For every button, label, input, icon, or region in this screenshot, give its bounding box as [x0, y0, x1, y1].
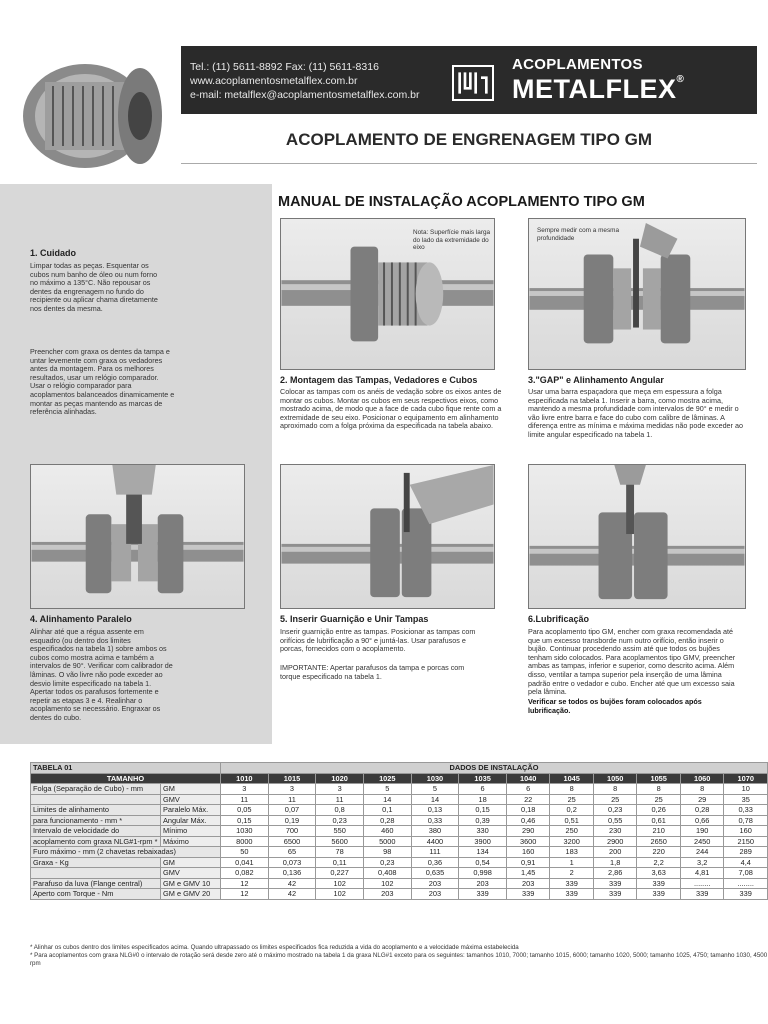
- table-cell: 10: [724, 784, 768, 795]
- row-label: acoplamento com graxa NLG#1-rpm *: [31, 836, 161, 847]
- table-cell: 0,55: [593, 815, 637, 826]
- table-cell: 0,51: [550, 815, 594, 826]
- row-label: Folga (Separação de Cubo) - mm: [31, 784, 161, 795]
- table-cell: 339: [680, 889, 724, 900]
- table-cell: 203: [411, 878, 459, 889]
- table-cell: 0,05: [221, 805, 269, 816]
- row-sublabel: Angular Máx.: [161, 815, 221, 826]
- website-link[interactable]: www.acoplamentosmetalflex.com.br: [190, 75, 358, 87]
- table-cell: 42: [268, 889, 316, 900]
- size-header: 1060: [680, 773, 724, 784]
- row-sublabel: GM e GMV 20: [161, 889, 221, 900]
- size-header: 1055: [637, 773, 681, 784]
- table-cell: 203: [363, 889, 411, 900]
- table-cell: 2650: [637, 836, 681, 847]
- table-cell: 190: [680, 826, 724, 837]
- table-cell: 0,18: [506, 805, 550, 816]
- table-cell: 339: [459, 889, 507, 900]
- table-cell: 11: [221, 794, 269, 805]
- table-cell: 18: [459, 794, 507, 805]
- table-cell: 203: [459, 878, 507, 889]
- registered-mark: ®: [676, 74, 685, 85]
- table-row: [31, 815, 768, 826]
- measure-note: Sempre medir com a mesma profundidade: [537, 227, 620, 242]
- step2-text: Colocar as tampas com os anéis de vedação sobre os eixos antes de montar os cubos. Montar os cubos em seus respectivos eixos, como mostrado acima, de modo que a face de cada cubo fique rente com a extremidade de seu eixo. Posicionar o equipamento em alinhamento aproximado com a folga próxima da especificada na tabela abaixo.: [280, 387, 502, 431]
- table-row: [31, 826, 768, 837]
- table-cell: 380: [411, 826, 459, 837]
- table-cell: 2: [550, 868, 594, 879]
- table-cell: 2900: [593, 836, 637, 847]
- step6-title: 6.Lubrificação: [528, 614, 590, 624]
- table-cell: 0,33: [724, 805, 768, 816]
- table-cell: 1: [550, 857, 594, 868]
- table-cell: 0,11: [316, 857, 364, 868]
- step1-text: Limpar todas as peças. Esquentar os cubos num banho de óleo ou num forno no máximo a 135°C. Não repousar os dentes da engrenagem no fundo do recipiente ou aplicar chama diretamente nos dentes da mesma.: [30, 261, 158, 313]
- table-cell: 4400: [411, 836, 459, 847]
- table-cell: 0,07: [268, 805, 316, 816]
- row-label: Graxa - Kg: [31, 857, 161, 868]
- table-cell: 4,81: [680, 868, 724, 879]
- row-label: [31, 794, 161, 805]
- size-label: TAMANHO: [31, 773, 221, 784]
- table-cell: 0,1: [363, 805, 411, 816]
- table-cell: 22: [506, 794, 550, 805]
- table-body: [31, 763, 768, 900]
- step6-photo: [528, 464, 746, 609]
- table-size-row: [31, 773, 768, 784]
- step2-photo: [280, 218, 495, 370]
- table-cell: 8: [593, 784, 637, 795]
- brand-tagline: ACOPLAMENTOS: [512, 56, 643, 73]
- size-header: 1045: [550, 773, 594, 784]
- row-label: Limites de alinhamento: [31, 805, 161, 816]
- step4-text: Alinhar até que a régua assente em esquadro (ou dentro dos limites especificados na tabela 1) sobre ambos os cubos como mostra acima e também a intervalos de 90°. Verificar com calibrador de lâminas. O vão livre não pode exceder ao desvio limite especificado na tabela 1. Apertar todos os parafusos fortemente e repetir as etapas 3 e 4. Realinhar o acoplamento se necessário. Engraxar os dentes do cubo.: [30, 627, 173, 722]
- size-header: 1015: [268, 773, 316, 784]
- table-cell: 0,635: [411, 868, 459, 879]
- step6-emphasis: Verificar se todos os bujões foram colocados após lubrificação.: [528, 697, 702, 715]
- table-cell: 0,46: [506, 815, 550, 826]
- row-sublabel: Máximo: [161, 836, 221, 847]
- step3-title: 3."GAP" e Alinhamento Angular: [528, 375, 664, 385]
- table-cell: 11: [268, 794, 316, 805]
- table-cell: 6500: [268, 836, 316, 847]
- installation-table: [30, 754, 768, 1024]
- table-cell: 11: [316, 794, 364, 805]
- table-cell: 35: [724, 794, 768, 805]
- table-cell: 8: [680, 784, 724, 795]
- table-cell: 3900: [459, 836, 507, 847]
- metalflex-logo-icon: [452, 65, 494, 101]
- step5-text: Inserir guarnição entre as tampas. Posicionar as tampas com orifícios de lubrificação a 90° e juntá-las. Usar parafusos e porcas, fornecidos com o acoplamento.: [280, 627, 476, 654]
- table-cell: 102: [316, 878, 364, 889]
- table-cell: 183: [550, 847, 594, 858]
- coupling-photo: [5, 46, 181, 181]
- table-cell: 4,4: [724, 857, 768, 868]
- table-cell: 0,8: [316, 805, 364, 816]
- table-cell: 0,15: [459, 805, 507, 816]
- table-cell: 8: [550, 784, 594, 795]
- size-header: 1050: [593, 773, 637, 784]
- table-cell: 12: [221, 878, 269, 889]
- size-header: 1040: [506, 773, 550, 784]
- table-cell: 210: [637, 826, 681, 837]
- table-cell: 3,2: [680, 857, 724, 868]
- table-cell: 0,28: [363, 815, 411, 826]
- row-label: Furo máximo - mm (2 chavetas rebaixadas): [31, 847, 221, 858]
- table-cell: 0,227: [316, 868, 364, 879]
- table-cell: 25: [593, 794, 637, 805]
- table-cell: 0,23: [593, 805, 637, 816]
- table-cell: 339: [724, 889, 768, 900]
- size-header: 1030: [411, 773, 459, 784]
- table-cell: 2,2: [637, 857, 681, 868]
- table-cell: 14: [363, 794, 411, 805]
- table-cell: 14: [411, 794, 459, 805]
- table-cell: 98: [363, 847, 411, 858]
- table-cell: 0,136: [268, 868, 316, 879]
- step1-title: 1. Cuidado: [30, 248, 77, 258]
- table-cell: 0,23: [363, 857, 411, 868]
- row-sublabel: Paralelo Máx.: [161, 805, 221, 816]
- table-row: [31, 836, 768, 847]
- table-cell: 203: [506, 878, 550, 889]
- table-row: [31, 784, 768, 795]
- product-title: ACOPLAMENTO DE ENGRENAGEM TIPO GM: [181, 116, 757, 164]
- row-label: Intervalo de velocidade do: [31, 826, 161, 837]
- table-cell: 3600: [506, 836, 550, 847]
- table-cell: 29: [680, 794, 724, 805]
- table-cell: 339: [550, 878, 594, 889]
- table-cell: 0,26: [637, 805, 681, 816]
- table-cell: 25: [550, 794, 594, 805]
- table-cell: 5000: [363, 836, 411, 847]
- table-cell: 203: [411, 889, 459, 900]
- table-cell: 0,073: [268, 857, 316, 868]
- size-header: 1025: [363, 773, 411, 784]
- table-cell: 460: [363, 826, 411, 837]
- row-sublabel: GM e GMV 10: [161, 878, 221, 889]
- table-cell: 0,15: [221, 815, 269, 826]
- table-cell: 2,86: [593, 868, 637, 879]
- step4-photo: [30, 464, 245, 609]
- table-cell: 25: [637, 794, 681, 805]
- table-cell: 0,19: [268, 815, 316, 826]
- table-footnotes: [30, 944, 768, 968]
- table-cell: 12: [221, 889, 269, 900]
- table-cell: 230: [593, 826, 637, 837]
- table-cell: ........: [724, 878, 768, 889]
- brand-name: [512, 74, 684, 105]
- table-section-title: DADOS DE INSTALAÇÃO: [221, 763, 768, 774]
- footnote-2: * Para acoplamentos com graxa NLG#0 o intervalo de rotação será desde zero até o máximo mostrado na tabela 1 da graxa NLG#1 exceto para os seguintes: tamanhos 1010, 7000; tamanho 1015, 6000; tamanho 1020, 5000; tamanho 1025, 4750; tamanho 1030, 4500 rpm: [30, 952, 768, 967]
- table-cell: 160: [724, 826, 768, 837]
- row-sublabel: GMV: [161, 794, 221, 805]
- table-row: [31, 857, 768, 868]
- table-cell: 134: [459, 847, 507, 858]
- table-cell: 0,041: [221, 857, 269, 868]
- manual-title: MANUAL DE INSTALAÇÃO ACOPLAMENTO TIPO GM: [278, 194, 645, 210]
- table-cell: 42: [268, 878, 316, 889]
- table-cell: 5600: [316, 836, 364, 847]
- table-cell: 160: [506, 847, 550, 858]
- table-cell: 3200: [550, 836, 594, 847]
- step5-title: 5. Inserir Guarnição e Unir Tampas: [280, 614, 429, 624]
- row-sublabel: GM: [161, 857, 221, 868]
- table-cell: 0,2: [550, 805, 594, 816]
- table-cell: 0,23: [316, 815, 364, 826]
- step1-text2: Preencher com graxa os dentes da tampa e untar levemente com graxa os vedadores antes da montagem. Para os melhores resultados, usar um relógio comparador. Usar o relógio comparador para acoplamentos balanceados dinamicamente e montar as peças mantendo as marcas de referência alinhadas.: [30, 347, 175, 417]
- step3-text: Usar uma barra espaçadora que meça em espessura a folga especificada na tabela 1. Inserir a barra, como mostra acima, mantendo a mesma profundidade com intervalos de 90° e medir o vão livre entre barra e face do cubo com calibre de lâminas. A diferença entre as mínima e máxima medidas não pode exceder ao limite angular especificado na tabela 1.: [528, 387, 743, 439]
- row-label: Aperto com Torque - Nm: [31, 889, 161, 900]
- table-row: [31, 794, 768, 805]
- table-cell: 0,082: [221, 868, 269, 879]
- table-cell: 1030: [221, 826, 269, 837]
- table-cell: 2450: [680, 836, 724, 847]
- table-cell: 339: [637, 889, 681, 900]
- table-cell: 5: [363, 784, 411, 795]
- table-cell: 8: [637, 784, 681, 795]
- table-cell: 200: [593, 847, 637, 858]
- table-cell: 0,78: [724, 815, 768, 826]
- table-cell: 8000: [221, 836, 269, 847]
- table-cell: 1,45: [506, 868, 550, 879]
- table-cell: 339: [593, 878, 637, 889]
- table-cell: 102: [316, 889, 364, 900]
- table-cell: 339: [637, 878, 681, 889]
- phone-line: Tel.: (11) 5611-8892 Fax: (11) 5611-8316: [190, 61, 379, 73]
- table-title-row: [31, 763, 768, 774]
- table-cell: 3: [221, 784, 269, 795]
- table-cell: 0,54: [459, 857, 507, 868]
- table-cell: 330: [459, 826, 507, 837]
- contact-block: [190, 60, 420, 102]
- row-sublabel: GMV: [161, 868, 221, 879]
- table-cell: 289: [724, 847, 768, 858]
- row-label: [31, 868, 161, 879]
- email-link[interactable]: e-mail: metalflex@acoplamentosmetalflex.com.br: [190, 89, 420, 101]
- table-title: TABELA 01: [31, 763, 221, 774]
- table-row: [31, 889, 768, 900]
- table-cell: 0,91: [506, 857, 550, 868]
- table-cell: 244: [680, 847, 724, 858]
- table-cell: 0,36: [411, 857, 459, 868]
- table-cell: 111: [411, 847, 459, 858]
- size-header: 1010: [221, 773, 269, 784]
- table-cell: 700: [268, 826, 316, 837]
- table-row: [31, 847, 768, 858]
- table-cell: 3: [268, 784, 316, 795]
- size-header: 1020: [316, 773, 364, 784]
- surface-note: Nota: Superfície mais larga do lado da extremidade do eixo: [413, 229, 491, 252]
- table-cell: 3,63: [637, 868, 681, 879]
- table-cell: 0,408: [363, 868, 411, 879]
- size-header: 1070: [724, 773, 768, 784]
- table-cell: 1,8: [593, 857, 637, 868]
- table-cell: 50: [221, 847, 269, 858]
- table-cell: 7,08: [724, 868, 768, 879]
- table-cell: 6: [459, 784, 507, 795]
- step6-text: Para acoplamento tipo GM, encher com graxa recomendada até que um excesso transborde num outro orifício, então inserir o bujão. Continuar procedendo assim até que todos os bujões tenham sido colocados. Para acoplamentos tipo GMV, preencher ambas as tampas, inferior e superior, como descrito acima. Além disso, ventilar a tampa superior pela inserção de uma lâmina padrão entre o vedador e cubo. Encher até que um excesso saia pela lâmina.: [528, 627, 736, 697]
- row-sublabel: GM: [161, 784, 221, 795]
- row-sublabel: Mínimo: [161, 826, 221, 837]
- table-cell: 0,66: [680, 815, 724, 826]
- step5-photo: [280, 464, 495, 609]
- row-label: Parafuso da luva (Flange central): [31, 878, 161, 889]
- step2-title: 2. Montagem das Tampas, Vedadores e Cubos: [280, 375, 478, 385]
- table-cell: ........: [680, 878, 724, 889]
- table-row: [31, 805, 768, 816]
- row-label: para funcionamento - mm *: [31, 815, 161, 826]
- table-row: [31, 878, 768, 889]
- table-cell: 2150: [724, 836, 768, 847]
- table-cell: 0,28: [680, 805, 724, 816]
- footnote-1: * Alinhar os cubos dentro dos limites especificados acima. Quando ultrapassado os limites especificados fica reduzida a vida do acoplamento e a velocidade máxima estabelecida: [30, 944, 519, 951]
- table-cell: 5: [411, 784, 459, 795]
- table-row: [31, 868, 768, 879]
- table-cell: 220: [637, 847, 681, 858]
- step5-important: IMPORTANTE: Apertar parafusos da tampa e porcas com torque especificado na tabela 1.: [280, 663, 465, 681]
- table-cell: 339: [550, 889, 594, 900]
- table-cell: 0,13: [411, 805, 459, 816]
- table-cell: 0,33: [411, 815, 459, 826]
- table-cell: 102: [363, 878, 411, 889]
- table-cell: 78: [316, 847, 364, 858]
- step3-photo: [528, 218, 746, 370]
- size-header: 1035: [459, 773, 507, 784]
- table-cell: 550: [316, 826, 364, 837]
- table-cell: 6: [506, 784, 550, 795]
- table-cell: 339: [506, 889, 550, 900]
- table-cell: 0,39: [459, 815, 507, 826]
- step4-title: 4. Alinhamento Paralelo: [30, 614, 132, 624]
- installation-data-table: [30, 762, 768, 900]
- table-cell: 290: [506, 826, 550, 837]
- table-cell: 3: [316, 784, 364, 795]
- table-cell: 250: [550, 826, 594, 837]
- table-cell: 65: [268, 847, 316, 858]
- brand-name-text: METALFLEX: [512, 74, 677, 104]
- table-cell: 0,61: [637, 815, 681, 826]
- table-cell: 339: [593, 889, 637, 900]
- table-cell: 0,998: [459, 868, 507, 879]
